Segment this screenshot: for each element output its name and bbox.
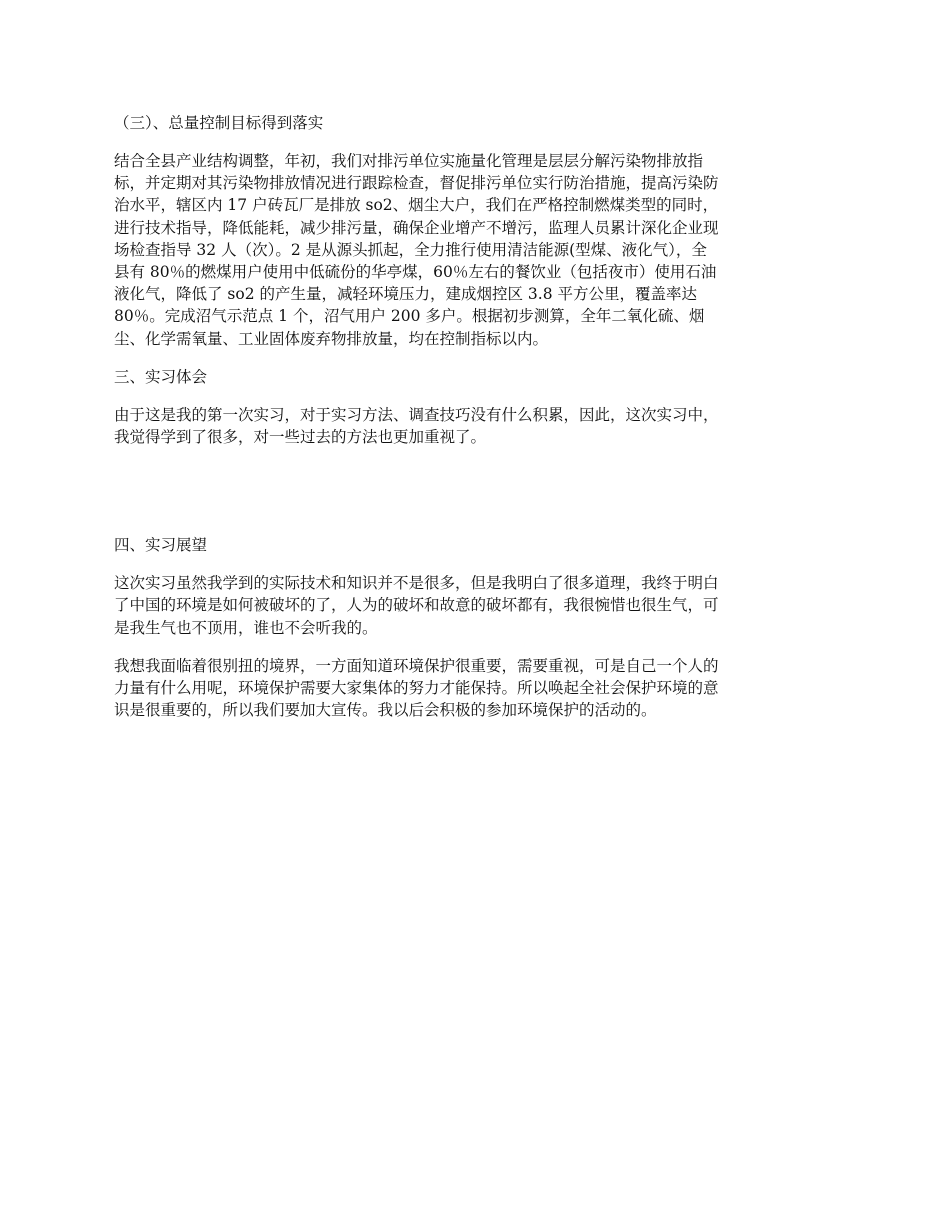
text-line: 由于这是我的第一次实习，对于实习方法、调查技巧没有什么积累，因此，这次实习中， bbox=[114, 405, 719, 424]
section-heading-total-control: （三）、总量控制目标得到落实 bbox=[114, 114, 324, 132]
paragraph-outlook-2 bbox=[114, 655, 838, 722]
text-line: 结合全县产业结构调整，年初，我们对排污单位实施量化管理是层层分解污染物排放指 bbox=[114, 152, 704, 170]
text-line: 这次实习虽然我学到的实际技术和知识并不是很多，但是我明白了很多道理，我终于明白 bbox=[114, 574, 719, 593]
text-line: 场检查指导 32 人（次）。2 是从源头抓起，全力推行使用清洁能源(型煤、液化气），全 bbox=[114, 240, 707, 259]
document-page bbox=[114, 112, 838, 737]
text-line: 液化气，降低了 so2 的产生量，减轻环境压力，建成烟控区 3.8 平方公里，覆盖率达 bbox=[114, 285, 698, 304]
text-line: 进行技术指导，降低能耗，减少排污量，确保企业增产不增污，监理人员累计深化企业现 bbox=[114, 218, 719, 237]
text-line: 县有 80％的燃煤用户使用中低硫份的华亭煤，60％左右的餐饮业（包括夜市）使用石油 bbox=[114, 263, 717, 282]
paragraph-experience bbox=[114, 404, 838, 448]
paragraph-outlook-1 bbox=[114, 572, 838, 639]
blank-space bbox=[114, 464, 838, 534]
text-line: 标，并定期对其污染物排放情况进行跟踪检查，督促排污单位实行防治措施，提高污染防 bbox=[114, 174, 719, 193]
text-line: 是我生气也不顶用，谁也不会听我的。 bbox=[114, 618, 378, 637]
text-line: 我想我面临着很别扭的境界，一方面知道环境保护很重要，需要重视，可是自己一个人的 bbox=[114, 656, 719, 675]
text-line: 我觉得学到了很多，对一些过去的方法也更加重视了。 bbox=[114, 428, 487, 447]
text-line: 尘、化学需氧量、工业固体废弃物排放量，均在控制指标以内。 bbox=[114, 329, 549, 348]
paragraph-total-control bbox=[114, 150, 838, 350]
text-line: 治水平，辖区内 17 户砖瓦厂是排放 so2、烟尘大户，我们在严格控制燃煤类型的同时， bbox=[114, 196, 719, 215]
text-line: 力量有什么用呢，环境保护需要大家集体的努力才能保持。所以唤起全社会保护环境的意 bbox=[114, 679, 719, 698]
text-line: 识是很重要的，所以我们要加大宣传。我以后会积极的参加环境保护的活动的。 bbox=[114, 701, 657, 720]
section-heading-outlook: 四、实习展望 bbox=[114, 536, 208, 555]
text-line: 了中国的环境是如何被破坏的了，人为的破坏和故意的破坏都有，我很惋惜也很生气，可 bbox=[114, 596, 719, 615]
section-heading-experience: 三、实习体会 bbox=[114, 367, 208, 386]
text-line: 80％。完成沼气示范点 1 个，沼气用户 200 多户。根据初步测算，全年二氧化硫、烟 bbox=[114, 307, 705, 326]
